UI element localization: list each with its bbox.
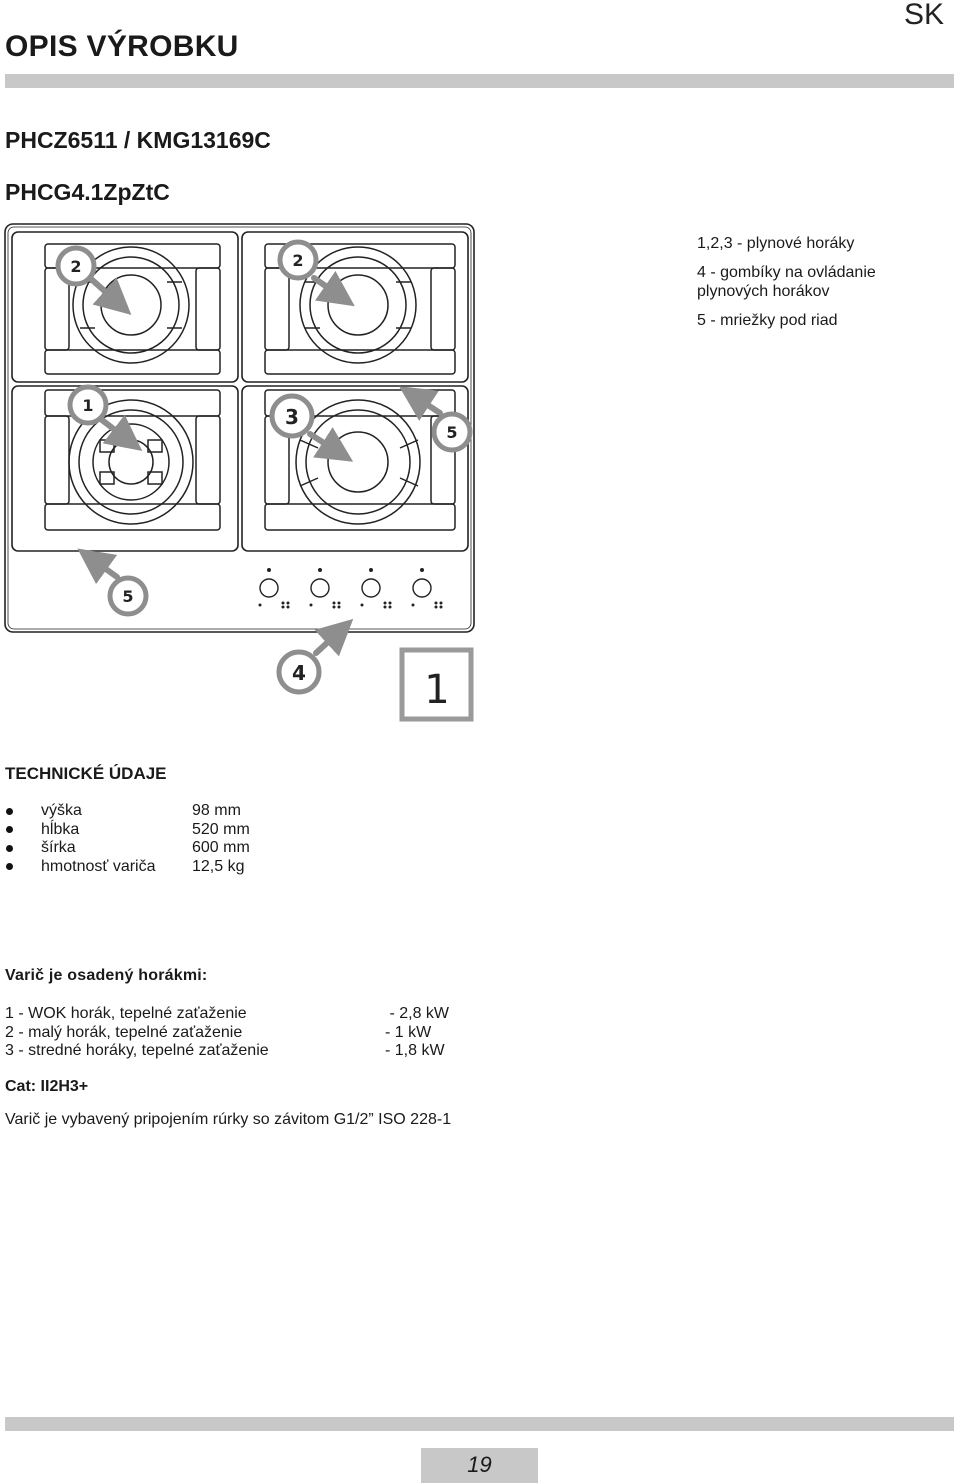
callout-2-left: 2: [70, 257, 82, 276]
callout-3: 3: [285, 405, 299, 429]
header-divider-bar: [5, 74, 954, 88]
page-number: 19: [467, 1452, 492, 1477]
grate-top-left: [12, 232, 238, 382]
technical-title: TECHNICKÉ ÚDAJE: [5, 764, 167, 783]
bullet-icon: [6, 863, 13, 870]
grate-top-right: [242, 232, 468, 382]
legend-item: 5 - mriežky pod riad: [697, 312, 838, 329]
callout-4: 4: [292, 661, 306, 685]
technical-specs: [5, 802, 250, 876]
bullet-icon: [6, 845, 13, 852]
spec-row: hĺbka 520 mm: [5, 821, 250, 840]
callout-2-right: 2: [292, 251, 304, 270]
burner-row: 3 - stredné horáky, tepelné zaťaženie - 1,8 kW: [5, 1042, 445, 1059]
burner-row: 1 - WOK horák, tepelné zaťaženie - 2,8 kW: [5, 1005, 450, 1022]
callout-5-right: 5: [446, 423, 458, 442]
burner-row: 2 - malý horák, tepelné zaťaženie - 1 kW: [5, 1023, 432, 1041]
language-code: SK: [903, 0, 944, 31]
model-line-2: PHCG4.1ZpZtC: [5, 179, 170, 205]
callout-1: 1: [82, 396, 94, 415]
bullet-icon: [6, 808, 13, 815]
footer-divider-bar: [5, 1417, 954, 1431]
spec-row: hmotnosť variča 12,5 kg: [5, 858, 250, 877]
diagram-legend: [697, 234, 947, 340]
spec-row: šírka 600 mm: [5, 839, 250, 858]
gas-category: Cat: II2H3+: [5, 1078, 89, 1095]
hob-diagram: [0, 220, 480, 730]
bullet-icon: [6, 826, 13, 833]
legend-item: 1,2,3 - plynové horáky: [697, 235, 855, 252]
control-knobs: [260, 579, 431, 597]
burners-list: [5, 1005, 449, 1061]
connection-note: Varič je vybavený pripojením rúrky so závitom G1/2” ISO 228-1: [5, 1111, 452, 1128]
spec-row: výška 98 mm: [5, 802, 250, 821]
callout-5-left: 5: [122, 587, 134, 606]
model-line-1: PHCZ6511 / KMG13169C: [5, 127, 271, 153]
page-title: OPIS VÝROBKU: [5, 30, 239, 63]
legend-item: 4 - gombíky na ovládanie plynových horákov: [697, 264, 876, 300]
burners-title: Varič je osadený horákmi:: [5, 967, 208, 984]
section-badge-number: 1: [424, 667, 450, 713]
